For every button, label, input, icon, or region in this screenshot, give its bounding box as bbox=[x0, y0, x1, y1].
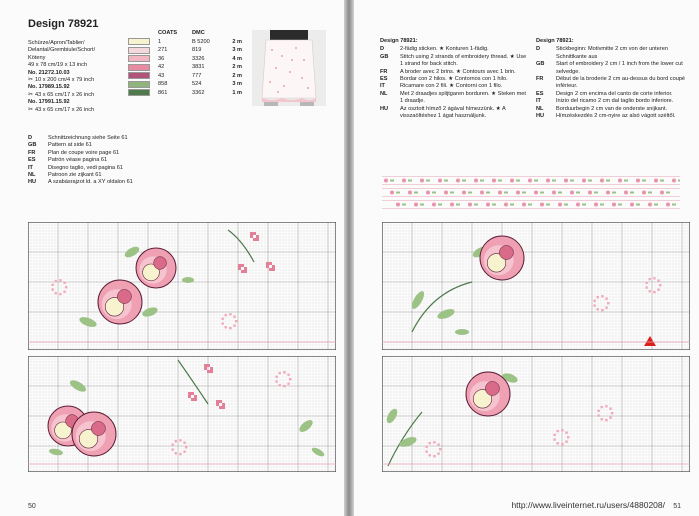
language-row bbox=[28, 135, 133, 142]
color-row bbox=[128, 81, 242, 89]
language-code: NL bbox=[380, 90, 388, 97]
language-text: Plan de coupe voire page 61 bbox=[48, 149, 120, 156]
thread-color-table bbox=[128, 30, 242, 98]
apron-photo bbox=[252, 30, 326, 106]
language-row bbox=[28, 142, 133, 149]
language-code: FR bbox=[536, 76, 544, 83]
instruction-text: Hímzéskezdés 2 cm-nyire az alsó vágott széltől. bbox=[556, 113, 676, 120]
language-code: ES bbox=[380, 76, 388, 83]
language-text: A szabásrajzot ld. a XY oldalon 61 bbox=[48, 179, 133, 186]
article-number: No. 21272.10.03 bbox=[28, 69, 70, 76]
instruction-row bbox=[536, 106, 686, 113]
instruction-text: Az osztott hímző 2 ágával hímezzünk. ★ A visszaöltéshez 1 ágat használjunk. bbox=[400, 105, 506, 120]
language-row bbox=[28, 157, 133, 164]
pattern-reference-list bbox=[28, 135, 133, 187]
cross-stitch-chart-upper-right bbox=[382, 222, 690, 350]
coats-number: 42 bbox=[158, 64, 165, 71]
article-info bbox=[28, 40, 128, 114]
design-title: Design 78921 bbox=[28, 18, 99, 30]
rose-motif bbox=[136, 248, 176, 288]
thread-amount: 3 m bbox=[232, 47, 242, 54]
scissors-icon: ✂ bbox=[28, 91, 34, 98]
instructions-heading: Design 78921: bbox=[380, 38, 418, 44]
cross-stitch-chart-lower-right bbox=[382, 356, 690, 472]
color-swatch bbox=[128, 38, 150, 45]
cross-stitch-chart-lower-left bbox=[28, 356, 336, 472]
page-number-left: 50 bbox=[28, 503, 36, 510]
instruction-row bbox=[536, 91, 686, 98]
info-line: Köteny bbox=[28, 54, 46, 61]
color-swatch bbox=[128, 55, 150, 62]
coats-number: 271 bbox=[158, 47, 168, 54]
instruction-text: A broder avec 2 brins. ★ Contours avec 1 brin. bbox=[400, 68, 516, 75]
dmc-number: 3326 bbox=[192, 55, 205, 62]
left-page bbox=[0, 0, 344, 516]
instruction-text: Début de la broderie 2 cm au-dessus du bord coupé inférieur. bbox=[556, 76, 686, 90]
page-number-right: 51 bbox=[673, 503, 681, 510]
article-number: No. 17991.15.92 bbox=[28, 99, 70, 106]
language-code: HU bbox=[380, 105, 389, 112]
thread-amount: 1 m bbox=[232, 89, 242, 96]
instruction-text: Start of embroidery 2 cm / 1 inch from the lower cut selvedge. bbox=[556, 61, 683, 75]
color-row bbox=[128, 38, 242, 46]
right-page bbox=[354, 0, 699, 516]
instruction-text: Design 2 cm encima del canto de corte inferior. bbox=[556, 90, 673, 97]
coats-number: 43 bbox=[158, 72, 165, 79]
coats-number: 858 bbox=[158, 81, 168, 88]
article-number: No. 17989.15.92 bbox=[28, 84, 70, 91]
language-code: GB bbox=[380, 53, 389, 60]
instructions-column-1 bbox=[380, 38, 528, 120]
border-strip bbox=[382, 188, 680, 197]
language-row bbox=[28, 179, 133, 186]
language-code: D bbox=[28, 135, 33, 141]
instruction-row bbox=[380, 91, 528, 106]
thread-amount: 2 m bbox=[232, 72, 242, 79]
dmc-number: 3831 bbox=[192, 64, 205, 71]
language-code: D bbox=[536, 46, 541, 53]
article-dims: 10 x 200 cm/4 x 79 inch bbox=[35, 77, 95, 84]
instruction-text: 2-fädig sticken. ★ Konturen 1-fädig. bbox=[400, 46, 489, 53]
dmc-number: 524 bbox=[192, 81, 202, 88]
language-code: GB bbox=[536, 61, 545, 68]
language-code: NL bbox=[536, 105, 544, 112]
language-code: FR bbox=[28, 149, 36, 156]
dmc-number: B 5200 bbox=[192, 38, 210, 45]
dmc-number: 777 bbox=[192, 72, 202, 79]
language-row bbox=[28, 165, 133, 172]
info-line: Schürze/Apron/Tablier/ bbox=[28, 40, 85, 46]
language-code: IT bbox=[380, 83, 385, 90]
dmc-header: DMC bbox=[192, 30, 205, 36]
language-row bbox=[28, 150, 133, 157]
thread-amount: 4 m bbox=[232, 55, 242, 62]
language-text: Pattern at side 61 bbox=[48, 142, 92, 149]
color-row bbox=[128, 89, 242, 97]
instruction-text: Bordar con 2 hilos. ★ Contornos con 1 hilo. bbox=[400, 76, 508, 83]
instruction-text: Stitch using 2 strands of embroidery thread. ★ Use 1 strand for back stitch. bbox=[400, 53, 527, 68]
language-code: FR bbox=[380, 68, 388, 75]
language-text: Patroon zie zijkant 61 bbox=[48, 172, 102, 179]
language-code: IT bbox=[536, 98, 541, 105]
instruction-row bbox=[380, 46, 528, 53]
instruction-text: Inizio del ricamo 2 cm dal taglio bordo inferiore. bbox=[556, 98, 674, 105]
language-code: HU bbox=[536, 113, 545, 120]
article-dims: 43 x 65 cm/17 x 26 inch bbox=[35, 106, 95, 113]
language-code: NL bbox=[28, 172, 36, 179]
instruction-text: Ricamare con 2 fili. ★ Contorni con 1 filo. bbox=[400, 83, 503, 90]
coats-header: COATS bbox=[158, 30, 178, 36]
watermark-url: http://www.liveinternet.ru/users/4880208/ bbox=[511, 500, 665, 510]
language-code: IT bbox=[28, 164, 33, 171]
color-swatch bbox=[128, 47, 150, 54]
language-text: Disegno taglio, vedi pagina 61 bbox=[48, 164, 123, 171]
instruction-text: Borduurbegin 2 cm van de onderste snijkant. bbox=[556, 105, 668, 112]
border-strip bbox=[382, 176, 680, 185]
instruction-row bbox=[536, 98, 686, 105]
article-dims: 43 x 65 cm/17 x 26 inch bbox=[35, 91, 95, 98]
language-row bbox=[28, 172, 133, 179]
rose-motif bbox=[98, 280, 142, 324]
coats-number: 1 bbox=[158, 38, 162, 45]
language-code: D bbox=[380, 46, 385, 53]
info-line: Delantal/Grembiule/Schort/ bbox=[28, 47, 96, 54]
border-strip bbox=[382, 200, 680, 209]
color-row bbox=[128, 72, 242, 80]
instructions-column-2 bbox=[536, 38, 686, 120]
language-code: HU bbox=[28, 179, 37, 186]
coats-number: 861 bbox=[158, 89, 168, 96]
rose-motif bbox=[72, 412, 116, 456]
rose-motif bbox=[480, 236, 524, 280]
scissors-icon: ✂ bbox=[28, 106, 34, 113]
instruction-text: Met 2 draadjes splijtgaren borduren. ★ Steken met 1 draadje. bbox=[400, 90, 526, 105]
color-swatch bbox=[128, 64, 150, 71]
instruction-row bbox=[380, 83, 528, 90]
book-gutter bbox=[344, 0, 354, 516]
instruction-row bbox=[536, 46, 686, 61]
dmc-number: 819 bbox=[192, 47, 202, 54]
dmc-number: 3362 bbox=[192, 89, 205, 96]
size-line: 49 x 78 cm/19 x 13 inch bbox=[28, 62, 88, 69]
instruction-text: Stickbeginn: Motivmitte 2 cm von der unteren Schnittkante aus bbox=[556, 46, 668, 60]
thread-amount: 2 m bbox=[232, 38, 242, 45]
language-code: ES bbox=[28, 157, 36, 164]
thread-amount: 2 m bbox=[232, 64, 242, 71]
thread-amount: 3 m bbox=[232, 81, 242, 88]
instruction-row bbox=[536, 113, 686, 120]
language-text: Schnittzeichnung siehe Seite 61 bbox=[48, 135, 128, 141]
instruction-row bbox=[380, 106, 528, 121]
color-row bbox=[128, 64, 242, 72]
instructions-heading: Design 78921: bbox=[536, 38, 574, 44]
color-row bbox=[128, 47, 242, 55]
instruction-row bbox=[380, 54, 528, 69]
instruction-row bbox=[380, 69, 528, 76]
scissors-icon: ✂ bbox=[28, 77, 34, 84]
instruction-row bbox=[536, 61, 686, 76]
language-text: Patrón véase pagina 61 bbox=[48, 157, 108, 164]
language-code: GB bbox=[28, 142, 37, 149]
rose-motif bbox=[466, 372, 510, 416]
color-swatch bbox=[128, 72, 150, 79]
coats-number: 36 bbox=[158, 55, 165, 62]
color-row bbox=[128, 55, 242, 63]
cross-stitch-chart-upper-left bbox=[28, 222, 336, 350]
language-code: ES bbox=[536, 90, 544, 97]
color-swatch bbox=[128, 89, 150, 96]
instruction-row bbox=[536, 76, 686, 91]
color-swatch bbox=[128, 81, 150, 88]
